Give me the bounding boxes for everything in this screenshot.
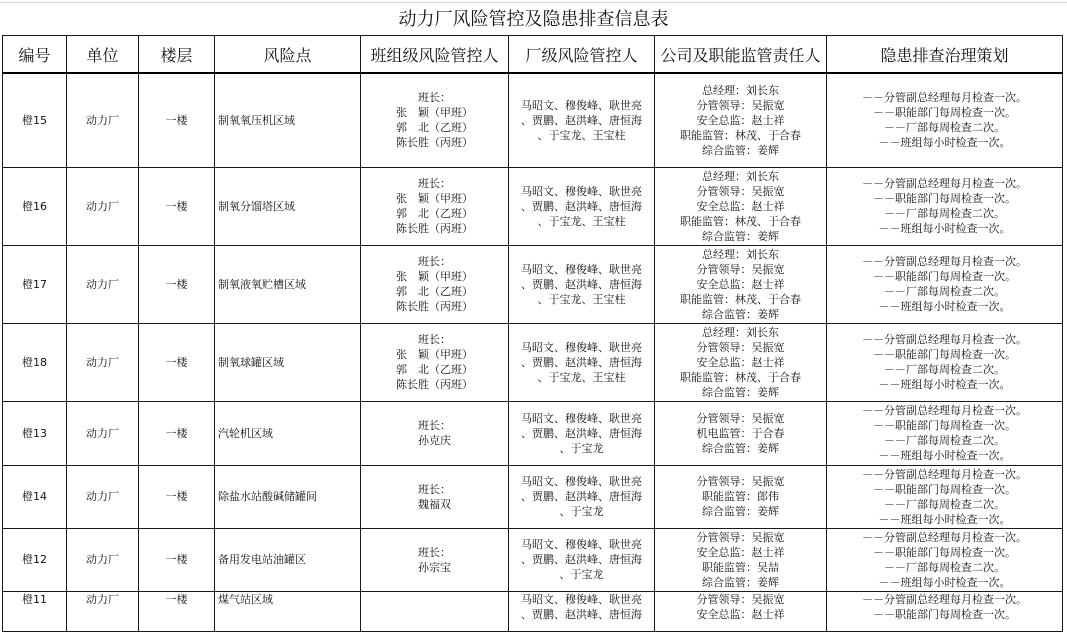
cell-hazard-plan-line: －－分管副总经理每月检查一次。 (862, 255, 1027, 268)
cell-team-controller-line: 班长： (418, 177, 451, 190)
cell-code-text: 橙12 (22, 553, 47, 566)
cell-code[interactable] (3, 245, 67, 323)
cell-company-supervisor-line: 安全总监：赵士祥 (696, 355, 785, 369)
cell-company-supervisor-line: 职能监管：林茂、于合春 (680, 370, 801, 384)
cell-company-supervisor-line: 总经理：刘长东 (702, 83, 779, 97)
cell-risk-point-text: 煤气站区域 (218, 592, 273, 606)
cell-plant-controller[interactable] (509, 465, 655, 528)
cell-floor-text: 一楼 (165, 199, 188, 213)
cell-unit[interactable] (67, 591, 139, 631)
table-row (3, 591, 1063, 631)
cell-hazard-plan[interactable] (827, 465, 1063, 528)
cell-hazard-plan-line: －－厂部每周检查二次。 (884, 363, 1005, 376)
cell-risk-point[interactable] (215, 245, 361, 323)
cell-plant-controller-line: 、于宝龙、王宝柱 (537, 370, 626, 384)
cell-plant-controller-line: 马昭文、穆俊峰、耿世亮 (521, 98, 642, 112)
cell-floor-text: 一楼 (165, 490, 188, 503)
cell-hazard-plan-line: －－分管副总经理每月检查一次。 (862, 91, 1027, 105)
cell-team-controller-line: 班长： (418, 419, 451, 432)
cell-plant-controller-line: 马昭文、穆俊峰、耿世亮 (521, 475, 642, 488)
cell-plant-controller-line: 、贾鹏、赵洪峰、唐恒海 (521, 607, 642, 621)
cell-team-controller-line: 郭 北（乙班） (396, 207, 473, 220)
cell-company-supervisor[interactable] (655, 465, 827, 528)
cell-company-supervisor-line: 总经理：刘长东 (702, 247, 779, 261)
cell-floor-text: 一楼 (165, 553, 188, 566)
cell-team-controller-line: 班长： (418, 545, 451, 559)
cell-code[interactable] (3, 528, 67, 591)
cell-company-supervisor[interactable] (655, 591, 827, 631)
cell-hazard-plan-line: －－职能部门每周检查一次。 (873, 192, 1016, 205)
cell-hazard-plan-line: －－厂部每周检查二次。 (884, 207, 1005, 220)
cell-company-supervisor-line: 职能监管：吴喆 (702, 560, 779, 574)
cell-hazard-plan-line: －－班组每小时检查一次。 (878, 136, 1011, 150)
cell-company-supervisor-line: 职能监管：郎伟 (702, 490, 779, 503)
header-team-controller[interactable]: 班组级风险管控人 (361, 36, 509, 74)
cell-hazard-plan-line: －－职能部门每周检查一次。 (873, 106, 1016, 120)
cell-team-controller[interactable] (361, 401, 509, 465)
header-floor[interactable]: 楼层 (139, 36, 215, 74)
cell-company-supervisor-line: 职能监管：林茂、于合春 (680, 292, 801, 306)
cell-plant-controller-line: 、贾鹏、赵洪峰、唐恒海 (521, 199, 642, 213)
header-risk-point[interactable]: 风险点 (215, 36, 361, 74)
cell-hazard-plan-line: －－班组每小时检查一次。 (878, 378, 1011, 391)
cell-risk-point-text: 备用发电站油罐区 (218, 553, 306, 566)
cell-risk-point-text: 制氧氧压机区域 (218, 113, 295, 127)
cell-plant-controller-line: 马昭文、穆俊峰、耿世亮 (521, 538, 642, 551)
page-title: 动力厂风险管控及隐患排查信息表 (398, 9, 669, 30)
cell-plant-controller-line: 、于宝龙 (559, 441, 604, 455)
cell-risk-point[interactable] (215, 465, 361, 528)
cell-company-supervisor[interactable] (655, 167, 827, 245)
cell-team-controller[interactable] (361, 245, 509, 323)
table-row (3, 528, 1063, 591)
cell-hazard-plan-line: －－分管副总经理每月检查一次。 (862, 530, 1027, 544)
cell-company-supervisor-line: 机电监管：于合春 (696, 426, 785, 440)
cell-hazard-plan-line: －－职能部门每周检查一次。 (873, 545, 1016, 559)
cell-hazard-plan-line: －－分管副总经理每月检查一次。 (862, 177, 1027, 190)
cell-company-supervisor[interactable] (655, 528, 827, 591)
risk-table (2, 35, 1063, 632)
cell-hazard-plan-line: －－厂部每周检查二次。 (884, 121, 1005, 135)
cell-team-controller-line: 班长： (418, 255, 451, 268)
cell-company-supervisor-line: 分管领导：吴振宽 (696, 475, 785, 488)
cell-company-supervisor-line: 综合监管：姜辉 (702, 143, 779, 157)
cell-code-text: 橙14 (22, 490, 47, 503)
cell-floor-text: 一楼 (165, 355, 188, 369)
cell-company-supervisor-line: 分管领导：吴振宽 (696, 98, 785, 112)
cell-team-controller-line: 魏福双 (418, 497, 451, 511)
cell-unit[interactable] (67, 401, 139, 465)
cell-company-supervisor-line: 分管领导：吴振宽 (696, 262, 785, 276)
cell-risk-point-text: 制氧分馏塔区域 (218, 199, 295, 213)
cell-floor-text: 一楼 (165, 426, 188, 440)
cell-team-controller-line: 张 颖（甲班） (396, 106, 473, 120)
cell-team-controller[interactable] (361, 465, 509, 528)
cell-plant-controller-line: 、于宝龙、王宝柱 (537, 128, 626, 142)
cell-unit-text: 动力厂 (86, 553, 119, 566)
header-plant-controller[interactable]: 厂级风险管控人 (509, 36, 655, 74)
cell-unit[interactable] (67, 245, 139, 323)
cell-plant-controller-line: 、于宝龙 (559, 568, 604, 581)
cell-risk-point[interactable] (215, 73, 361, 167)
cell-code-text: 橙15 (22, 113, 47, 127)
cell-company-supervisor-line: 职能监管：林茂、于合春 (680, 128, 801, 142)
cell-risk-point-text: 制氧液氧贮槽区域 (218, 277, 306, 291)
cell-code[interactable] (3, 323, 67, 401)
cell-company-supervisor-line: 综合监管：姜辉 (702, 441, 779, 455)
cell-team-controller[interactable] (361, 167, 509, 245)
cell-company-supervisor-line: 综合监管：姜辉 (702, 505, 779, 518)
cell-plant-controller-line: 马昭文、穆俊峰、耿世亮 (521, 184, 642, 198)
cell-team-controller-line: 张 颖（甲班） (396, 192, 473, 205)
cell-risk-point[interactable] (215, 528, 361, 591)
cell-hazard-plan-line: －－职能部门每周检查一次。 (873, 348, 1016, 361)
cell-company-supervisor-line: 综合监管：姜辉 (702, 229, 779, 243)
cell-company-supervisor-line: 职能监管：林茂、于合春 (680, 214, 801, 228)
cell-code-text: 橙11 (22, 592, 47, 606)
cell-company-supervisor-line: 安全总监：赵士祥 (696, 113, 785, 127)
cell-company-supervisor[interactable] (655, 245, 827, 323)
cell-company-supervisor-line: 综合监管：姜辉 (702, 575, 779, 589)
cell-plant-controller[interactable] (509, 528, 655, 591)
cell-unit[interactable] (67, 73, 139, 167)
cell-hazard-plan-line: －－分管副总经理每月检查一次。 (862, 592, 1027, 606)
cell-plant-controller-line: 、贾鹏、赵洪峰、唐恒海 (521, 553, 642, 566)
cell-team-controller-line: 张 颖（甲班） (396, 348, 473, 361)
cell-code-text: 橙16 (22, 199, 47, 213)
table-row (3, 465, 1063, 528)
header-company-supervisor[interactable]: 公司及职能监管责任人 (655, 36, 827, 74)
cell-risk-point[interactable] (215, 401, 361, 465)
cell-code-text: 橙13 (22, 426, 47, 440)
cell-hazard-plan-line: －－职能部门每周检查一次。 (873, 419, 1016, 432)
cell-plant-controller[interactable] (509, 245, 655, 323)
cell-plant-controller-line: 、于宝龙 (559, 505, 604, 518)
cell-code[interactable] (3, 401, 67, 465)
cell-hazard-plan-line: －－厂部每周检查二次。 (884, 560, 1005, 574)
cell-code[interactable] (3, 591, 67, 631)
cell-unit-text: 动力厂 (86, 199, 119, 213)
cell-company-supervisor-line: 分管领导：吴振宽 (696, 411, 785, 425)
cell-team-controller-line: 班长： (418, 333, 451, 346)
cell-company-supervisor-line: 安全总监：赵士祥 (696, 607, 785, 621)
cell-hazard-plan[interactable] (827, 401, 1063, 465)
cell-team-controller-line: 班长： (418, 482, 451, 496)
cell-hazard-plan[interactable] (827, 528, 1063, 591)
cell-unit[interactable] (67, 528, 139, 591)
cell-company-supervisor-line: 安全总监：赵士祥 (696, 199, 785, 213)
table-row (3, 245, 1063, 323)
cell-company-supervisor-line: 分管领导：吴振宽 (696, 184, 785, 198)
cell-team-controller-line: 陈长胜（丙班） (396, 300, 473, 313)
cell-company-supervisor[interactable] (655, 323, 827, 401)
cell-plant-controller-line: 马昭文、穆俊峰、耿世亮 (521, 592, 642, 606)
cell-company-supervisor-line: 安全总监：赵士祥 (696, 545, 785, 559)
cell-company-supervisor-line: 总经理：刘长东 (702, 169, 779, 183)
cell-plant-controller-line: 、贾鹏、赵洪峰、唐恒海 (521, 426, 642, 440)
cell-code[interactable] (3, 167, 67, 245)
cell-plant-controller[interactable] (509, 323, 655, 401)
cell-company-supervisor-line: 总经理：刘长东 (702, 325, 779, 339)
header-hazard-plan[interactable]: 隐患排查治理策划 (827, 36, 1063, 74)
cell-floor[interactable] (139, 528, 215, 591)
cell-plant-controller[interactable] (509, 73, 655, 167)
cell-hazard-plan[interactable] (827, 323, 1063, 401)
cell-plant-controller-line: 马昭文、穆俊峰、耿世亮 (521, 262, 642, 276)
cell-plant-controller-line: 、于宝龙、王宝柱 (537, 292, 626, 306)
cell-floor-text: 一楼 (165, 113, 188, 127)
cell-floor[interactable] (139, 167, 215, 245)
cell-floor[interactable] (139, 465, 215, 528)
cell-unit[interactable] (67, 167, 139, 245)
table-row (3, 73, 1063, 167)
cell-hazard-plan-line: －－分管副总经理每月检查一次。 (862, 333, 1027, 346)
header-row (3, 36, 1063, 74)
cell-risk-point-text: 除盐水站酸碱储罐间 (218, 490, 317, 503)
cell-plant-controller[interactable] (509, 401, 655, 465)
cell-code[interactable] (3, 465, 67, 528)
cell-plant-controller-line: 马昭文、穆俊峰、耿世亮 (521, 340, 642, 354)
cell-plant-controller-line: 、贾鹏、赵洪峰、唐恒海 (521, 355, 642, 369)
cell-team-controller[interactable] (361, 528, 509, 591)
cell-hazard-plan-line: －－分管副总经理每月检查一次。 (862, 467, 1027, 481)
table-row (3, 167, 1063, 245)
cell-unit-text: 动力厂 (86, 113, 119, 127)
cell-floor-text: 一楼 (165, 277, 188, 291)
cell-hazard-plan-line: －－厂部每周检查二次。 (884, 285, 1005, 298)
cell-hazard-plan-line: －－厂部每周检查二次。 (884, 434, 1005, 447)
cell-unit-text: 动力厂 (86, 490, 119, 503)
cell-company-supervisor-line: 综合监管：姜辉 (702, 385, 779, 399)
cell-risk-point[interactable] (215, 591, 361, 631)
cell-company-supervisor-line: 分管领导：吴振宽 (696, 530, 785, 544)
header-unit[interactable]: 单位 (67, 36, 139, 74)
cell-risk-point-text: 制氧球罐区域 (218, 355, 284, 369)
cell-team-controller-line: 郭 北（乙班） (396, 285, 473, 298)
cell-plant-controller-line: 、贾鹏、赵洪峰、唐恒海 (521, 113, 642, 127)
cell-hazard-plan[interactable] (827, 591, 1063, 631)
cell-hazard-plan-line: －－职能部门每周检查一次。 (873, 607, 1016, 621)
cell-floor[interactable] (139, 591, 215, 631)
cell-hazard-plan[interactable] (827, 73, 1063, 167)
cell-code-text: 橙17 (22, 277, 47, 291)
cell-hazard-plan-line: －－职能部门每周检查一次。 (873, 270, 1016, 283)
cell-hazard-plan-line: －－班组每小时检查一次。 (878, 449, 1011, 462)
cell-team-controller-line: 孙克庆 (418, 434, 451, 447)
cell-team-controller-line: 郭 北（乙班） (396, 363, 473, 376)
cell-team-controller-line: 陈长胜（丙班） (396, 222, 473, 235)
cell-team-controller[interactable] (361, 73, 509, 167)
cell-company-supervisor-line: 分管领导：吴振宽 (696, 592, 785, 606)
cell-hazard-plan[interactable] (827, 245, 1063, 323)
cell-unit-text: 动力厂 (86, 592, 119, 606)
cell-unit-text: 动力厂 (86, 355, 119, 369)
header-code[interactable]: 编号 (3, 36, 67, 74)
cell-team-controller-line: 陈长胜（丙班） (396, 136, 473, 150)
cell-hazard-plan-line: －－厂部每周检查二次。 (884, 497, 1005, 511)
cell-team-controller-line: 张 颖（甲班） (396, 270, 473, 283)
cell-floor[interactable] (139, 401, 215, 465)
cell-risk-point-text: 汽轮机区域 (218, 426, 273, 440)
cell-unit[interactable] (67, 323, 139, 401)
cell-plant-controller-line: 、贾鹏、赵洪峰、唐恒海 (521, 277, 642, 291)
cell-risk-point[interactable] (215, 167, 361, 245)
cell-hazard-plan-line: －－班组每小时检查一次。 (878, 222, 1011, 235)
table-row (3, 323, 1063, 401)
cell-floor[interactable] (139, 245, 215, 323)
cell-hazard-plan-line: －－职能部门每周检查一次。 (873, 482, 1016, 496)
cell-risk-point[interactable] (215, 323, 361, 401)
cell-company-supervisor-line: 安全总监：赵士祥 (696, 277, 785, 291)
cell-team-controller-line: 陈长胜（丙班） (396, 378, 473, 391)
cell-plant-controller-line: 、贾鹏、赵洪峰、唐恒海 (521, 490, 642, 503)
cell-unit[interactable] (67, 465, 139, 528)
cell-company-supervisor-line: 分管领导：吴振宽 (696, 340, 785, 354)
cell-code[interactable] (3, 73, 67, 167)
cell-floor[interactable] (139, 73, 215, 167)
cell-floor[interactable] (139, 323, 215, 401)
cell-team-controller[interactable] (361, 323, 509, 401)
cell-team-controller-line: 郭 北（乙班） (396, 121, 473, 135)
cell-company-supervisor[interactable] (655, 401, 827, 465)
cell-team-controller[interactable] (361, 591, 509, 631)
cell-code-text: 橙18 (22, 355, 47, 369)
cell-hazard-plan-line: －－分管副总经理每月检查一次。 (862, 404, 1027, 417)
cell-plant-controller-line: 、于宝龙、王宝柱 (537, 214, 626, 228)
cell-hazard-plan-line: －－班组每小时检查一次。 (878, 512, 1011, 526)
cell-team-controller-line: 班长： (418, 91, 451, 105)
cell-hazard-plan[interactable] (827, 167, 1063, 245)
cell-hazard-plan-line: －－班组每小时检查一次。 (878, 300, 1011, 313)
cell-team-controller-line: 孙宗宝 (418, 560, 451, 574)
cell-plant-controller-line: 马昭文、穆俊峰、耿世亮 (521, 411, 642, 425)
cell-unit-text: 动力厂 (86, 277, 119, 291)
cell-company-supervisor-line: 综合监管：姜辉 (702, 307, 779, 321)
table-row (3, 401, 1063, 465)
cell-plant-controller[interactable] (509, 167, 655, 245)
cell-plant-controller[interactable] (509, 591, 655, 631)
cell-unit-text: 动力厂 (86, 426, 119, 440)
cell-floor-text: 一楼 (165, 592, 188, 606)
cell-company-supervisor[interactable] (655, 73, 827, 167)
cell-hazard-plan-line: －－班组每小时检查一次。 (878, 575, 1011, 589)
